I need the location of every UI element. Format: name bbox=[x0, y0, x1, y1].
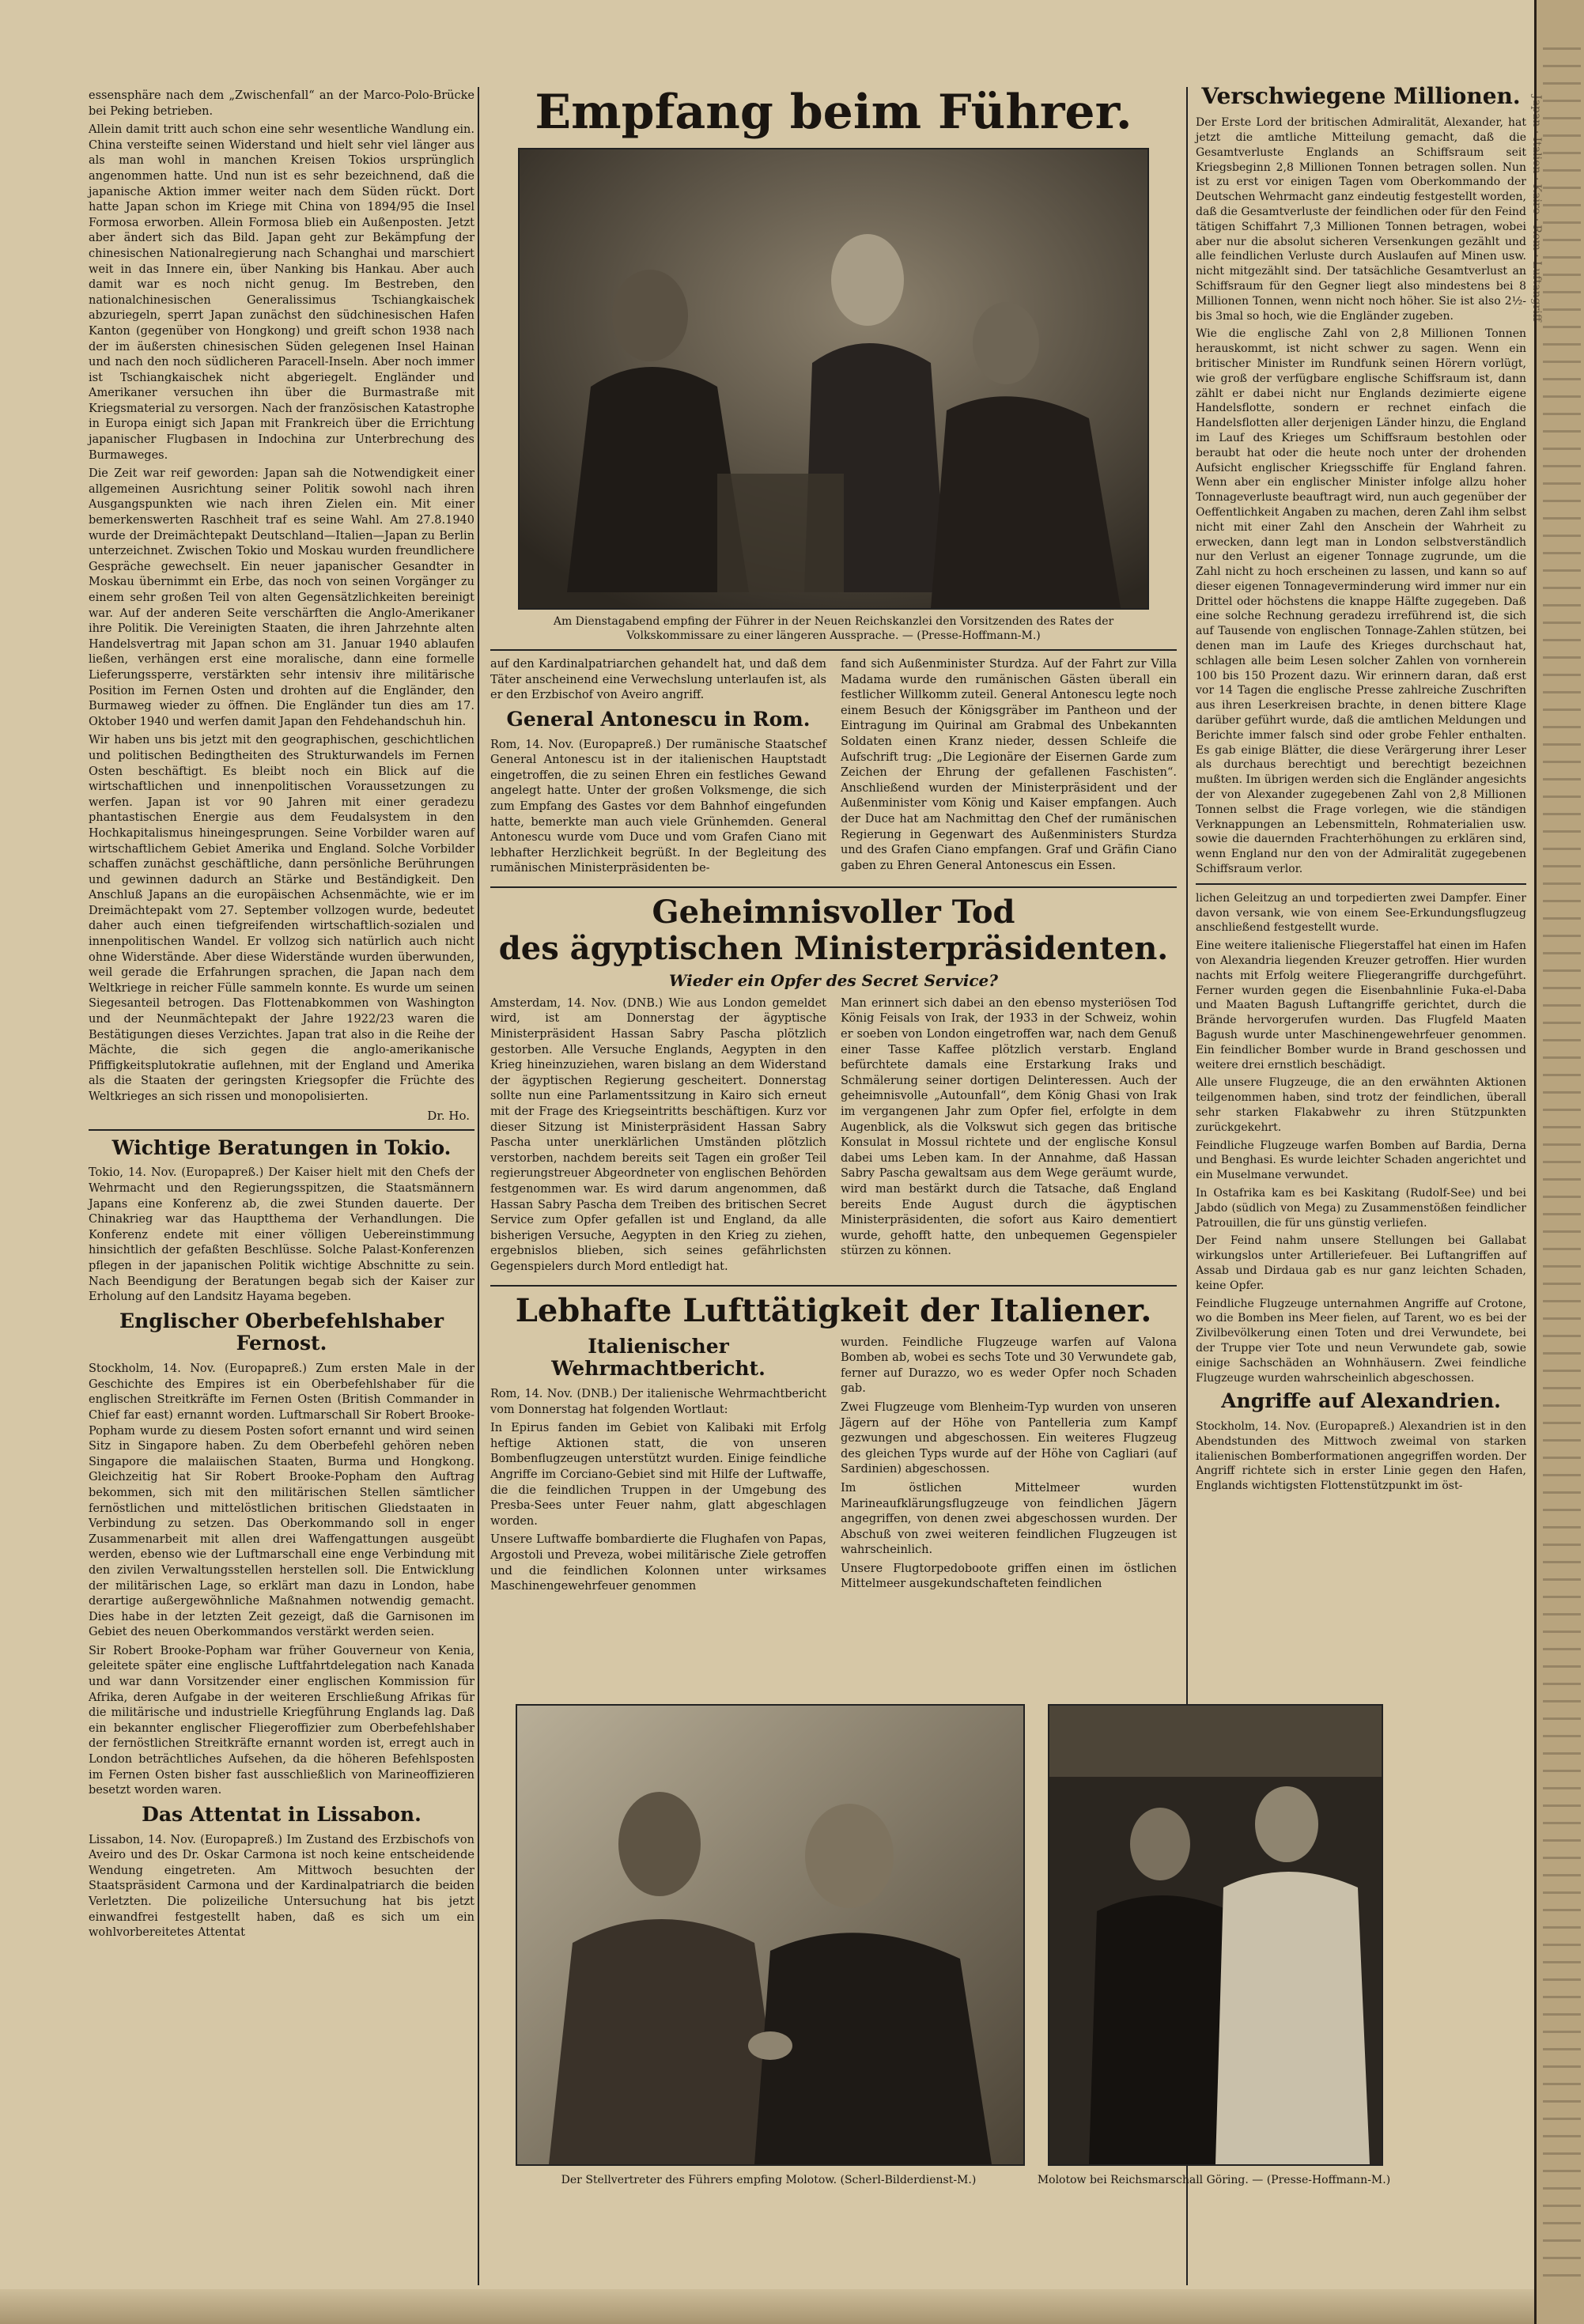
left-column bbox=[89, 89, 474, 1944]
paragraph: Stockholm, 14. Nov. (Europapreß.) Zum ersten Male in der Geschichte des Empires ist ein Oberbefehlshaber für die englischen Streitkräfte im Fernen Osten (British Commander in Chief far east) ernannt worden. Luftmarschall Sir Robert Brooke-Popham wurde zu diesem Posten sofort ernannt und wird seinen Sitz in Singapore haben. Zu dem Oberbefehl gehören neben Singapore die malaiischen Staaten, Burma und Hongkong. Gleichzeitig hat Sir Robert Brooke-Popham den Auftrag bekommen, sich mit den militärischen Stellen sämtlicher fernöstlichen und mittelöstlichen britischen Gliedstaaten in Verbindung zu setzen. Das Oberkommando soll in enger Zusammenarbeit mit allen drei Waffengattungen ausgeübt werden, ebenso wie der Luftmarschall eine enge Verbindung mit den zivilen Verwaltungsstellen herstellen soll. Die Entwicklung der militärischen Lage, so erklärt man dazu in London, habe derartige außergewöhnliche Maßnahmen notwendig gemacht. Dies habe in der letzten Zeit gezeigt, daß die Garnisonen im Gebiet des neuen Oberkommandos verstärkt werden seien. bbox=[89, 1362, 474, 1639]
paragraph: Wir haben uns bis jetzt mit den geographischen, geschichtlichen und politischen Bedingtheiten des Strukturwandels im Fernen Osten beschäftigt. Es bleibt noch ein Blick auf die wirtschaftlichen und innenpolitischen Voraussetzungen zu werfen. Japan ist vor 90 Jahren mit einer geradezu phantastischen Energie aus dem Feudalsystem in den Hochkapitalismus hineingesprungen. Seine Vorbilder waren auf wirtschaftlichem Gebiet Amerika und England. Solche Vorbilder schaffen zunächst geschäftliche, dann persönliche Berührungen und gewinnen dadurch an Stärke und Beständigkeit. Den Anschluß Japans an die europäischen Achsenmächte, wie er im Dreimächtepakt vom 27. September vollzogen wurde, bedeutet daher auch einen tiefgreifenden wirtschaftlich-sozialen und innenpolitischen Wandel. Er vollzog sich natürlich auch nicht ohne Widerstände. Aber diese Widerstände wurden überwunden, weil gerade die Erfahrungen sprachen, die Japan nach dem Weltkriege in reicher Fülle sammeln konnte. Es wurde um seinen Siegesanteil betrogen. Das Flottenabkommen von Washington und der Neunmächtepakt der Jahre 1922/23 waren die Bestätigungen dieses Verzichtes. Japan trat also in die Reihe der Mächte, die sich gegen die anglo-amerikanische Pfiffigkeitsplutokratie auflehnen, mit der England und Amerika als die Staaten der geringsten Kriegsopfer die Früchte des Weltkrieges an sich rissen und monopolisierten. bbox=[89, 734, 474, 1103]
paragraph: Man erinnert sich dabei an den ebenso mysteriösen Tod König Feisals von Irak, der 1933 in der Schweiz, wohin er soeben von London eingetroffen war, nach dem Genuß einer Tasse Kaffee plötzlich verstarb. England befürchtete damals eine Erstarkung Iraks und Schmälerung seiner dortigen Delinteressen. Auch der geheimnisvolle „Autounfall“, dem König Ghasi von Irak im vergangenen Jahr zum Opfer fiel, erfolgte in dem Augenblick, als die Volkswut sich gegen das britische Konsulat in Mossul richtete und der englische Konsul dabei ums Leben kam. In der Annahme, daß Hassan Sabry Pascha gewaltsam aus dem Wege geräumt wurde, wird man bestärkt durch die Tatsache, daß England bereits Ende August durch die ägyptischen Ministerpräsidenten, die sofort aus Kairo dementiert wurde, gehofft hatte, den unbequemen Gegenspieler stürzen zu können. bbox=[841, 996, 1177, 1258]
headline-tokio: Wichtige Beratungen in Tokio. bbox=[112, 1136, 452, 1159]
paragraph: In Epirus fanden im Gebiet von Kalibaki mit Erfolg heftige Aktionen statt, die von unseren Bombenflugzeugen unterstützt wurden. Einige feindliche Angriffe im Corciano-Gebiet sind mit Hilfe der Luftwaffe, die die feindlichen Truppen in der Umgebung des Presba-Sees unter Feuer nahm, glatt abgeschlagen worden. bbox=[490, 1422, 826, 1528]
paragraph: Sir Robert Brooke-Popham war früher Gouverneur von Kenia, geleitete später eine englische Luftfahrtdelegation nach Kanada und war dann Vorsitzender einer englischen Kommission für Afrika, deren Aufgabe in der weiteren Erschließung Afrikas für die militärische und industrielle Kriegführung Englands lag. Daß ein bekannter englischer Fliegeroffizier zum Oberbefehlshaber der fernöstlichen Streitkräfte ernannt worden ist, erregt auch in London beträchtliches Aufsehen, da die höheren Befehlsposten im Fernen Osten bisher fast ausschließlich von Marineoffizieren besetzt worden waren. bbox=[89, 1644, 474, 1797]
paragraph: Unsere Flugtorpedoboote griffen einen im östlichen Mittelmeer ausgekundschafteten feindlichen bbox=[841, 1562, 1177, 1591]
headline-millionen: Verschwiegene Millionen. bbox=[1201, 83, 1521, 109]
edge-text-lines bbox=[1543, 47, 1581, 2277]
paragraph: Unsere Luftwaffe bombardierte die Flughafen von Papas, Argostoli und Preveza, wobei militärische Ziele getroffen und die feindlichen Kolonnen unter wirksames Maschinengewehrfeuer genommen bbox=[490, 1533, 826, 1593]
subcolumn-right bbox=[841, 1336, 1177, 1598]
page-bottom-band bbox=[0, 2289, 1534, 2324]
subcolumn-right bbox=[841, 657, 1177, 880]
paragraph: Zwei Flugzeuge vom Blenheim-Typ wurden von unseren Jägern auf der Höhe von Pantelleria zum Kampf gezwungen und abgeschossen. Ein weiteres Flugzeug des gleichen Typs wurde auf der Höhe von Cagliari (auf Sardinien) abgeschossen. bbox=[841, 1400, 1177, 1476]
headline-wehrmachtbericht: Italienischer Wehrmachtbericht. bbox=[551, 1334, 766, 1381]
paragraph: lichen Geleitzug an und torpedierten zwei Dampfer. Einer davon versank, wie von einem See-Erkundungsflugzeug anschließend festgestellt wurde. bbox=[1196, 891, 1526, 935]
divider bbox=[1196, 883, 1526, 885]
paragraph: fand sich Außenminister Sturdza. Auf der Fahrt zur Villa Madama wurde den rumänischen Gästen überall ein festlicher Willkomm zuteil. General Antonescu legte noch einem Besuch der Königsgräber im Pantheon und der Eintragung im Quirinal am Grabmal des Unbekannten Soldaten einen Kranz nieder, dessen Schleife die Aufschrift trug: „Die Legionäre der Eisernen Garde zum Zeichen der Ehrung der gefallenen Faschisten“. Anschließend wurden der Ministerpräsident und der Außenminister vom König und Kaiser empfangen. Auch der Duce hat am Nachmittag den Chef der rumänischen Regierung in Gegenwart des Außenministers Sturdza und des Grafen Ciano empfangen. Graf und Gräfin Ciano gaben zu Ehren General Antonescus ein Essen. bbox=[841, 658, 1177, 872]
subcolumn-left bbox=[490, 1336, 826, 1598]
subheadline-secret-service: Wieder ein Opfer des Secret Service? bbox=[669, 970, 998, 990]
paragraph: Feindliche Flugzeuge unternahmen Angriffe auf Crotone, wo die Bomben ins Meer fielen, auf Tarent, wo es bei der Zivilbevölkerung einen Toten und drei Verwundete, bei der Truppe vier Tote und neun Verwundete gab, sowie einige Sachschäden an Wohnhäusern. Zwei feindliche Flugzeuge wurden wahrscheinlich abgeschossen. bbox=[1196, 1297, 1526, 1385]
paragraph: Allein damit tritt auch schon eine sehr wesentliche Wandlung ein. China versteifte seinen Widerstand und hielt sehr viel länger aus als man wohl in manchen Kreisen Tokios ursprünglich angenommen hatte. Und nun ist es sehr bezeichnend, daß die japanische Aktion immer weiter nach dem Süden rückt. Dort hatte Japan schon im Kriege mit China von 1894/95 die Insel Formosa erworben. Allein Formosa blieb ein Außenposten. Jetzt aber ändert sich das Bild. Japan geht zur Bekämpfung der chinesischen Nationalregierung nach Schanghai und marschiert weit in das Innere ein, über Nanking bis Hankau. Aber auch damit war es noch nicht genug. Im Bestreben, den nationalchinesischen Generalissimus Tschiangkaischek abzuriegeln, sperrt Japan zunächst den südchinesischen Hafen Kanton (gegenüber von Hongkong) und greift schon 1938 nach der im äußersten chinesischen Süden gelegenen Insel Hainan und nach den noch südlicheren Paracell-Inseln. Aber noch immer ist Tschiangkaischek nicht abgeriegelt. Engländer und Amerikaner versuchen ihn über die Burmastraße mit Kriegsmaterial zu versorgen. Nach der französischen Katastrophe in Europa einigt sich Japan mit Frankreich über die Errichtung japanischer Flugbasen in Indochina zur Unterbrechung des Burmaweges. bbox=[89, 123, 474, 462]
photo-caption: Molotow bei Reichsmarschall Göring. — (Presse-Hoffmann-M.) bbox=[1037, 2174, 1391, 2186]
adjacent-page-edge bbox=[1530, 0, 1584, 2324]
paragraph: Alle unsere Flugzeuge, die an den erwähnten Aktionen teilgenommen haben, sind trotz der feindlichen, überall sehr starken Flakabwehr zu ihren Stützpunkten zurückgekehrt. bbox=[1196, 1076, 1526, 1134]
paragraph: Die Zeit war reif geworden: Japan sah die Notwendigkeit einer allgemeinen Ausrichtung seiner Politik sowohl nach ihren Ausgangspunkten wie nach ihren Zielen ein. Mit einer bemerkenswerten Raschheit traf es seine Wahl. Am 27.8.1940 wurde der Dreimächtepakt Deutschland—Italien—Japan zu Berlin unterzeichnet. Zwischen Tokio und Moskau wurden freundlichere Gespräche gewechselt. Ein neuer japanischer Gesandter in Moskau übernimmt ein Erbe, das noch von seinen Vorgänger zu einem sehr großen Teil von alten Gegensätzlichkeiten bereinigt war. Auf der anderen Seite verschärften die Anglo-Amerikaner ihre Politik. Die Vereinigten Staaten, die ihren Jahrzehnte alten Handelsvertrag mit Japan schon am 31. Januar 1940 ablaufen ließen, verhängen erst eine moralische, dann eine formelle Lieferungssperre, verstärkten sehr intensiv ihre militärische Position im Fernen Osten und drohten auf die Engländer, den Burmaweg wieder zu öffnen. Die Engländer tun dies am 17. Oktober 1940 und werfen damit Japan den Fehdehandschuh hin. bbox=[89, 467, 474, 728]
photo-frame bbox=[518, 148, 1149, 610]
photo-handshake bbox=[517, 1706, 1023, 2164]
divider bbox=[490, 1285, 1177, 1287]
headline-alexandrien: Angriffe auf Alexandrien. bbox=[1221, 1389, 1501, 1413]
headline-lufttaetigkeit: Lebhafte Lufttätigkeit der Italiener. bbox=[515, 1291, 1152, 1329]
paragraph: Der Feind nahm unsere Stellungen bei Gallabat wirkungslos unter Artilleriefeuer. Bei Luftangriffen auf Assab und Dirdaua gab es nur ganz leichten Schaden, keine Opfer. bbox=[1196, 1234, 1526, 1292]
paragraph: Lissabon, 14. Nov. (Europapreß.) Im Zustand des Erzbischofs von Aveiro und des Dr. Oskar Carmona ist noch keine entscheidende Wendung eingetreten. Am Mittwoch besuchten der Staatspräsident Carmona und der Kardinalpatriarch die beiden Verletzten. Die polizeiliche Untersuchung hat bis jetzt einwandfrei festgestellt haben, daß es sich um ein wohlvorbereitetes Attentat bbox=[89, 1833, 474, 1940]
paragraph: auf den Kardinalpatriarchen gehandelt hat, und daß dem Täter anscheinend eine Verwechslung unterlaufen ist, als er den Erzbischof von Aveiro angriff. bbox=[490, 658, 826, 702]
two-col-block bbox=[490, 657, 1177, 880]
two-col-block bbox=[490, 996, 1177, 1279]
paragraph: Im östlichen Mittelmeer wurden Marineaufklärungsflugzeuge von feindlichen Jägern angegriffen, von denen zwei abgeschossen wurden. Der Abschuß von zwei weiteren feindlichen Flugzeugen ist wahrscheinlich. bbox=[841, 1481, 1177, 1557]
photo-caption: Der Stellvertreter des Führers empfing Molotow. (Scherl-Bilderdienst-M.) bbox=[561, 2174, 977, 2186]
paragraph: essensphäre nach dem „Zwischenfall“ an der Marco-Polo-Brücke bei Peking betrieben. bbox=[89, 89, 474, 118]
paragraph: Wie die englische Zahl von 2,8 Millionen Tonnen herauskommt, ist nicht schwer zu sagen. Wenn ein britischer Minister im Rundfunk seinen Hörern vorlügt, wie groß der verfügbare englische Schiffsraum ist, dann zählt er dabei nicht nur Englands dezimierte eigene Handelsflotte, sondern er rechnet einfach die Handelsflotten aller derjenigen Länder hinzu, die England im Lauf des Krieges um Schiffsraum bestohlen oder beraubt hat oder die heute noch unter der drohenden Aufsicht englischer Kriegsschiffe für England fahren. Wenn aber ein englischer Minister infolge allzu hoher Tonnageverluste beauftragt wird, nun auch gegenüber der Oeffentlichkeit Angaben zu machen, deren Zahl ihm selbst nicht mit einer Zahl den Anschein der Wahrheit zu erwecken, dann legt man in London selbstverständlich nur den Verlust an eigener Tonnage zugrunde, um die Zahl nicht zu hoch erscheinen zu lassen, und kann so auf dieser eigenen Tonnageverminderung wird immer nur ein Drittel oder höchstens die knappe Hälfte zugegeben. Daß eine solche Rechnung geradezu irreführend ist, die sich auf Tausende von englischen Tonnage-Zahlen stützen, bei denen man im Laufe des Krieges durchschaut hat, schlagen alle beim Lesen solcher Zahlen von vornherein 100 bis 150 Prozent dazu. Wir erinnern daran, daß erst vor 14 Tagen die englische Presse zahlreiche Zuschriften aus ihren Leserkreisen brachte, in denen bittere Klage darüber geführt wurde, daß die amtlichen Meldungen und Berichte immer falsch sind oder grobe Fehler enthalten. Es gab einige Blätter, die diese Verärgerung ihrer Leser als durchaus berechtigt und berechtigt bezeichnen mußten. Im übrigen werden sich die Engländer angesichts der von Alexander zugegebenen Zahl von 2,8 Millionen Tonnen selbst die Frage vorlegen, wie die ständigen Verknappungen an Lebensmitteln, Rohmaterialien usw. sowie die dauernden Frachterhöhungen zu erklären sind, wenn England nur den von der Admiralität zugegebenen Schiffsraum verlor. bbox=[1196, 327, 1526, 876]
paragraph: Rom, 14. Nov. (DNB.) Der italienische Wehrmachtbericht vom Donnerstag hat folgenden Wortlaut: bbox=[490, 1388, 826, 1416]
paragraph: Amsterdam, 14. Nov. (DNB.) Wie aus London gemeldet wird, ist am Donnerstag der ägyptische Ministerpräsident Hassan Sabry Pascha plötzlich gestorben. Alle Versuche Englands, Aegypten in den Krieg hineinzuziehen, waren bislang an dem Widerstand der ägyptischen Regierung gescheitert. Donnerstag sollte nun eine Parlamentssitzung in Kairo sich erneut mit der Frage des Kriegseintritts beschäftigen. Kurz vor dieser Sitzung ist Ministerpräsident Hassan Sabry Pascha unter unerklärlichen Umständen plötzlich verstorben, nachdem bereits seit Tagen ein großer Teil regierungstreuer Abgeordneter von englischen Behörden festgenommen war. Es wird darum angenommen, daß Hassan Sabry Pascha dem Treiben des britischen Secret Service zum Opfer gefallen ist und England, da alle bisherigen Versuche, Aegypten in den Krieg zu ziehen, ergebnislos blieben, sich seines gefährlichsten Gegenspielers durch Mord entledigt hat. bbox=[490, 996, 826, 1273]
headline-antonescu: General Antonescu in Rom. bbox=[506, 707, 811, 731]
paragraph: Stockholm, 14. Nov. (Europapreß.) Alexandrien ist in den Abendstunden des Mittwoch zweimal von starken italienischen Bomberformationen angegriffen worden. Der Angriff richtete sich in erster Linie gegen den Hafen, Englands wichtigsten Flottenstützpunkt im öst- bbox=[1196, 1420, 1526, 1493]
photo-goering bbox=[1049, 1706, 1382, 2164]
photo-caption: Am Dienstagabend empfing der Führer in der Neuen Reichskanzlei den Vorsitzenden des Rates der Volkskommissare zu einer längeren Aussprache. — (Presse-Hoffmann-M.) bbox=[553, 615, 1114, 642]
headline-oberbefehlshaber: Englischer Oberbefehlshaber Fernost. bbox=[119, 1309, 444, 1355]
photo-frame bbox=[1048, 1704, 1383, 2166]
paragraph: Rom, 14. Nov. (Europapreß.) Der rumänische Staatschef General Antonescu ist in der italienischen Hauptstadt eingetroffen, die zu seinen Ehren ein festliches Gewand angelegt hatte. Unter der großen Volksmenge, die sich zum Empfang des Gastes vor dem Bahnhof eingefunden hatte, bemerkte man auch viele Grünhemden. General Antonescu wurde vom Duce und vom Grafen Ciano mit lebhafter Herzlichkeit begrüßt. In der Begleitung des rumänischen Ministerpräsidenten be- bbox=[490, 738, 826, 875]
center-column bbox=[490, 79, 1177, 1598]
edge-text: Japan · Italien · Kairo · Rom · Luftangriff bbox=[1530, 95, 1543, 322]
headline-tod-line2: des ägyptischen Ministerpräsidenten. bbox=[498, 929, 1169, 967]
paragraph: wurden. Feindliche Flugzeuge warfen auf Valona Bomben ab, wobei es sechs Tote und 30 Verwundete gab, ferner auf Durazzo, wo es weder Opfer noch Schaden gab. bbox=[841, 1336, 1177, 1396]
divider bbox=[89, 1129, 474, 1131]
paragraph: Tokio, 14. Nov. (Europapreß.) Der Kaiser hielt mit den Chefs der Wehrmacht und den Regierungsspitzen, die Staatsmännern Japans eine Konferenz ab, die zwei Stunden dauerte. Der Chinakrieg war das Hauptthema der Verhandlungen. Die Konferenz endete mit einer völligen Uebereinstimmung hinsichtlich der gefaßten Beschlüsse. Solche Palast-Konferenzen pflegen in der japanischen Politik wichtige Abschnitte zu sein. Nach Beendigung der Beratungen begab sich der Kaiser zur Erholung auf den Landsitz Hayama begeben. bbox=[89, 1166, 474, 1304]
column-rule bbox=[478, 87, 479, 2285]
divider bbox=[490, 886, 1177, 888]
paragraph: Feindliche Flugzeuge warfen Bomben auf Bardia, Derna und Benghasi. Es wurde leichter Schaden angerichtet und ein Muselmane verwundet. bbox=[1196, 1139, 1526, 1182]
headline-tod-line1: Geheimnisvoller Tod bbox=[652, 893, 1015, 931]
photo-frame bbox=[516, 1704, 1025, 2166]
paragraph: Der Erste Lord der britischen Admiralität, Alexander, hat jetzt die amtliche Mitteilung gemacht, daß die Gesamtverluste Englands an Schiffsraum seit Kriegsbeginn 2,8 Millionen Tonnen betragen sollen. Nun ist zu erst vor einigen Tagen vom Oberkommando der Deutschen Wehrmacht ganz eindeutig festgestellt worden, daß die Gesamtverluste der feindlichen oder für den Feind tätigen Schiffahrt 7,3 Millionen Tonnen betragen, wobei aber nur die absolut sicheren Versenkungen gezählt und alle feindlichen Verluste durch Auslaufen auf Minen usw. nicht mitgezählt sind. Der tatsächliche Gesamtverlust an Schiffsraum für den Gegner liegt also mindestens bei 8 Millionen Tonnen, wenn nicht noch höher. Sie ist also 2½- bis 3mal so hoch, wie die Engländer zugeben. bbox=[1196, 116, 1526, 323]
divider bbox=[490, 649, 1177, 651]
headline-lissabon: Das Attentat in Lissabon. bbox=[142, 1802, 422, 1826]
headline-empfang: Empfang beim Führer. bbox=[535, 85, 1132, 140]
two-col-block bbox=[490, 1336, 1177, 1598]
author-signature: Dr. Ho. bbox=[427, 1108, 470, 1123]
subcolumn-left bbox=[490, 657, 826, 880]
paragraph: Eine weitere italienische Fliegerstaffel hat einen im Hafen von Alexandria liegenden Kreuzer getroffen. Hier wurden nachts mit Erfolg weitere Fliegerangriffe durchgeführt. Ferner wurden gegen die Eisenbahnlinie Fuka-el-Daba und Maaten Bagush Luftangriffe gerichtet, durch die Brände hervorgerufen wurden. Das Flugfeld Maaten Bagush wurde unter Maschinengewehrfeuer genommen. Ein feindlicher Bomber wurde in Brand geschossen und weitere drei ernstlich beschädigt. bbox=[1196, 939, 1526, 1071]
paragraph: In Ostafrika kam es bei Kaskitang (Rudolf-See) und bei Jabdo (südlich von Mega) zu Zusammenstößen feindlicher Patrouillen, die für uns günstig verliefen. bbox=[1196, 1186, 1526, 1230]
photo-reception bbox=[520, 149, 1147, 608]
right-column bbox=[1196, 79, 1526, 1497]
